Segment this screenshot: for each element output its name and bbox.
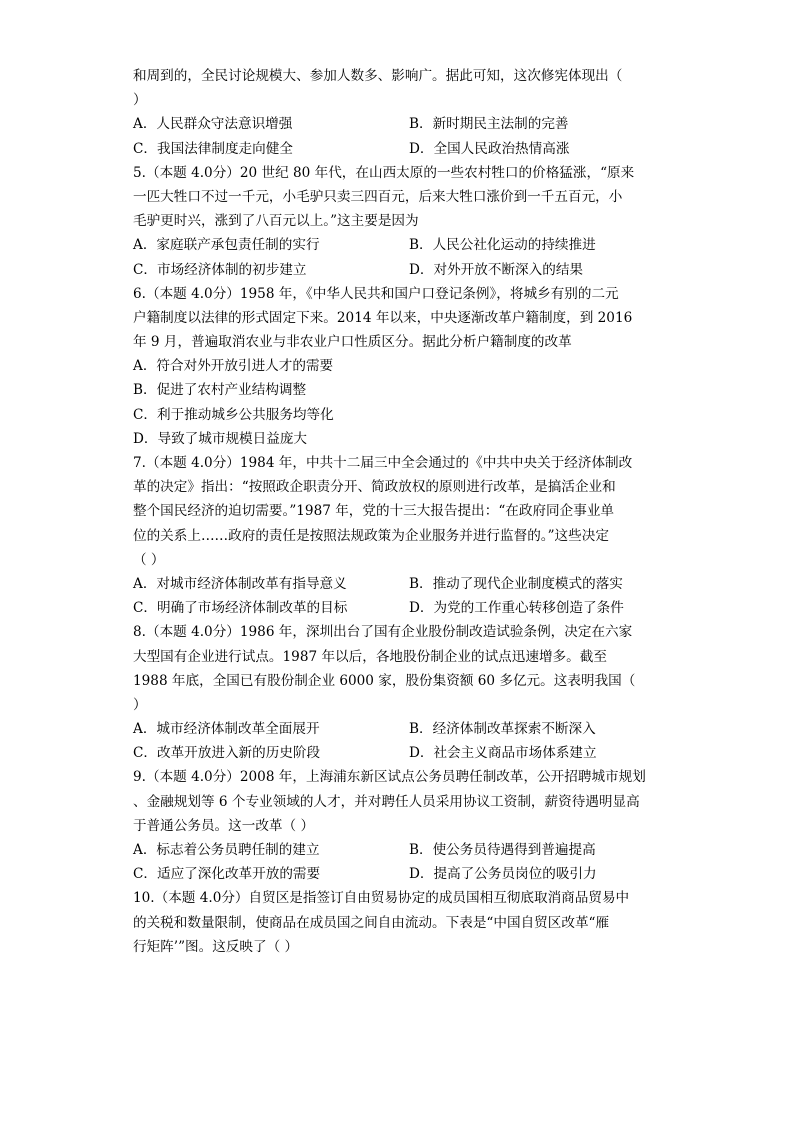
stem-line: 一匹大牲口不过一千元，小毛驴只卖三四百元，后来大牲口涨价到一千五百元，小	[133, 188, 623, 205]
question-7	[133, 451, 663, 620]
question-5	[133, 161, 663, 282]
stem-line: 户籍制度以法律的形式固定下来。2014 年以来，中央逐渐改革户籍制度，到 2016	[133, 309, 633, 326]
option-d[interactable]: D．导致了城市规模日益庞大	[133, 430, 308, 447]
stem-line: 的关税和数量限制，使商品在成员国之间自由流动。下表是“中国自贸区改革“雁	[133, 914, 610, 931]
option-row	[133, 258, 663, 282]
stem-line: 革的决定》指出：“按照政企职责分开、简政放权的原则进行改革，是搞活企业和	[133, 479, 616, 496]
question-8	[133, 620, 663, 765]
option-row	[133, 137, 663, 161]
option-c[interactable]: C．市场经济体制的初步建立	[133, 261, 307, 278]
option-c[interactable]: C．改革开放进入新的历史阶段	[133, 745, 321, 762]
option-d[interactable]: D．对外开放不断深入的结果	[409, 261, 584, 278]
option-row	[133, 596, 663, 620]
stem-line: 大型国有企业进行试点。1987 年以后，各地股份制企业的试点迅速增多。截至	[133, 648, 607, 665]
option-b[interactable]: B．促进了农村产业结构调整	[133, 382, 307, 399]
option-d[interactable]: D．为党的工作重心转移创造了条件	[409, 600, 624, 617]
option-row	[133, 112, 663, 136]
option-a[interactable]: A．家庭联产承包责任制的实行	[133, 237, 320, 254]
stem-line: ）	[133, 696, 147, 713]
stem-line: 5.（本题 4.0分）20 世纪 80 年代，在山西太原的一些农村牲口的价格猛涨，“原来	[133, 164, 635, 181]
option-row	[133, 862, 663, 886]
option-a[interactable]: A．标志着公务员聘任制的建立	[133, 842, 320, 858]
stem-line: 整个国民经济的迫切需要。”1987 年，党的十三大报告提出：“在政府同企事业单	[133, 503, 615, 520]
question-9	[133, 765, 663, 886]
stem-line: 10.（本题 4.0分）自贸区是指签订自由贸易协定的成员国相互彻底取消商品贸易中	[133, 890, 630, 907]
option-b[interactable]: B．推动了现代企业制度模式的落实	[409, 575, 623, 592]
option-row	[133, 717, 663, 741]
question-4-continued	[133, 64, 663, 161]
option-b[interactable]: B．使公务员待遇得到普遍提高	[409, 842, 596, 858]
option-a[interactable]: A．符合对外开放引进人才的需要	[133, 358, 334, 375]
option-d[interactable]: D．全国人民政治热情高涨	[409, 140, 570, 157]
option-c[interactable]: C．我国法律制度走向健全	[133, 140, 293, 157]
stem-line: 8.（本题 4.0分）1986 年，深圳出台了国有企业股份制改造试验条例，决定在六家	[133, 624, 633, 641]
option-c[interactable]: C．明确了市场经济体制改革的目标	[133, 600, 348, 617]
option-row	[133, 741, 663, 765]
option-d[interactable]: D．社会主义商品市场体系建立	[409, 745, 597, 762]
option-row	[133, 233, 663, 257]
stem-line: 行矩阵’”图。这反映了（ ）	[133, 938, 299, 955]
stem-line: 位的关系上……政府的责任是按照法规政策为企业服务并进行监督的。”这些决定	[133, 527, 609, 544]
question-10	[133, 886, 663, 959]
stem-line: 和周到的，全民讨论规模大、参加人数多、影响广。据此可知，这次修宪体现出（	[133, 68, 623, 84]
stem-line: 7.（本题 4.0分）1984 年，中共十二届三中全会通过的《中共中央关于经济体制改	[133, 455, 633, 471]
option-row	[133, 838, 663, 862]
option-a[interactable]: A．对城市经济体制改革有指导意义	[133, 575, 347, 592]
option-d[interactable]: D．提高了公务员岗位的吸引力	[409, 866, 597, 883]
option-row	[133, 572, 663, 596]
stem-line: 毛驴更时兴，涨到了八百元以上。”这主要是因为	[133, 213, 419, 230]
stem-line: 6.（本题 4.0分）1958 年，《中华人民共和国户口登记条例》，将城乡有别的二元	[133, 285, 619, 302]
option-a[interactable]: A．人民群众守法意识增强	[133, 116, 293, 133]
stem-line: 、金融规划等 6 个专业领域的人才，并对聘任人员采用协议工资制，薪资待遇明显高	[133, 793, 640, 810]
option-b[interactable]: B．经济体制改革探索不断深入	[409, 721, 596, 738]
question-list	[133, 64, 663, 959]
question-6	[133, 282, 663, 451]
option-b[interactable]: B．人民公社化运动的持续推进	[409, 237, 596, 254]
stem-line: 1988 年底，全国已有股份制企业 6000 家，股份集资额 60 多亿元。这表明我国（	[133, 672, 636, 689]
option-c[interactable]: C．利于推动城乡公共服务均等化	[133, 406, 334, 423]
stem-line: 9.（本题 4.0分）2008 年，上海浦东新区试点公务员聘任制改革，公开招聘城市规划	[133, 769, 646, 786]
stem-line: （ ）	[133, 551, 165, 568]
option-c[interactable]: C．适应了深化改革开放的需要	[133, 866, 321, 883]
stem-line: 年 9 月，普遍取消农业与非农业户口性质区分。据此分析户籍制度的改革	[133, 334, 572, 351]
stem-line: ）	[133, 92, 147, 109]
option-b[interactable]: B．新时期民主法制的完善	[409, 116, 569, 133]
stem-line: 于普通公务员。这一改革（ ）	[133, 817, 315, 834]
option-a[interactable]: A．城市经济体制改革全面展开	[133, 721, 320, 738]
